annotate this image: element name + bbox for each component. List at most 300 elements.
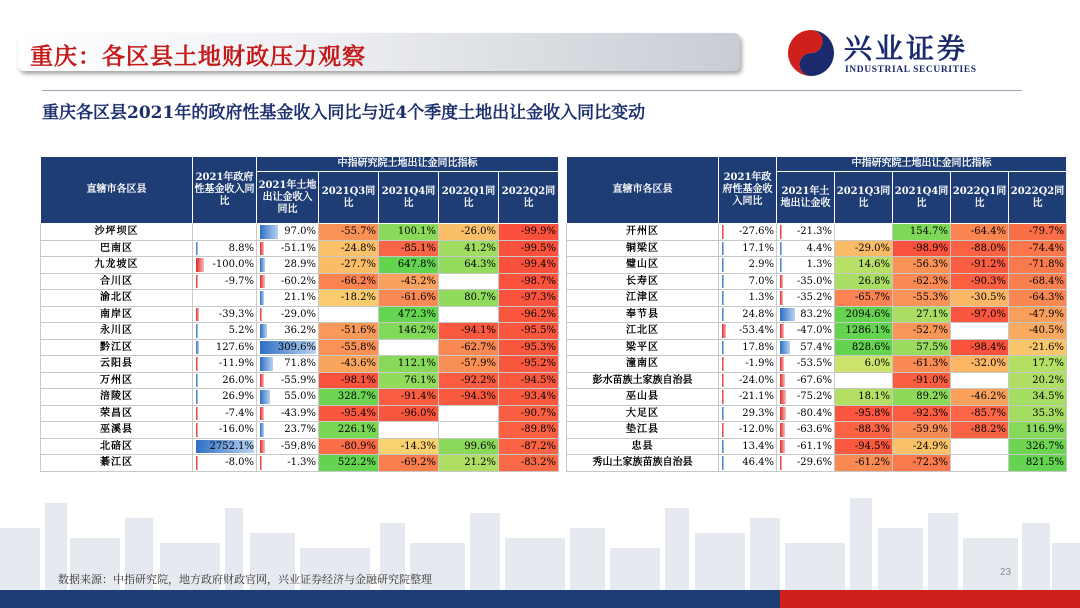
data-bar [196,390,198,404]
quarter-yoy-cell-q2: -79.7% [1009,224,1067,241]
fund-yoy-cell [193,438,257,455]
fund-yoy-cell [719,323,777,340]
district-name: 秀山土家族苗族自治县 [567,455,719,472]
col-header-2022q1: 2022Q1同比 [951,172,1009,224]
fund-yoy-cell [193,257,257,274]
value-text: -9.7% [225,275,254,287]
quarter-yoy-cell-q2: -93.4% [499,389,559,406]
land-2021-cell [777,273,835,290]
data-bar [260,225,278,239]
data-bar [722,456,724,470]
value-text: 5.2% [228,325,254,337]
quarter-yoy-cell-q2: 35.3% [1009,405,1067,422]
value-text: 127.6% [215,341,254,353]
title-banner [18,33,740,71]
data-bar [722,423,724,437]
fund-yoy-cell [719,389,777,406]
value-text: 2.9% [748,259,774,271]
district-name: 长寿区 [567,273,719,290]
data-bar [260,456,262,470]
data-bar [722,291,724,305]
data-bar [780,390,786,404]
quarter-yoy-cell-q1: 80.7% [439,290,499,307]
land-2021-cell [777,438,835,455]
data-bar [196,423,198,437]
land-2021-cell [257,323,319,340]
data-bar [260,308,262,322]
district-name: 江津区 [567,290,719,307]
col-header-land-2021: 2021年土地出让金收入同比 [257,172,319,224]
quarter-yoy-cell-q2: -40.5% [1009,323,1067,340]
fund-yoy-cell [719,438,777,455]
data-bar [780,357,784,371]
value-text: 1.3% [748,292,774,304]
district-name: 垫江县 [567,422,719,439]
quarter-yoy-cell-q1: 41.2% [439,240,499,257]
quarter-yoy-cell-q4: 472.3% [379,306,439,323]
table-row [567,224,1067,241]
quarter-yoy-cell-q2: -99.9% [499,224,559,241]
logo-english-name: INDUSTRIAL SECURITIES [845,65,977,75]
quarter-yoy-cell-q1: -64.4% [951,224,1009,241]
land-2021-cell [257,405,319,422]
table-row [567,290,1067,307]
data-bar [780,258,782,272]
quarter-yoy-cell-q4: -96.0% [379,405,439,422]
quarter-yoy-cell-q2: -21.6% [1009,339,1067,356]
data-bar [196,308,199,322]
quarter-yoy-cell-q4: -69.2% [379,455,439,472]
data-bar [722,374,724,388]
land-2021-cell [777,257,835,274]
district-name: 涪陵区 [41,389,193,406]
data-bar [780,324,784,338]
land-2021-cell [777,323,835,340]
value-text: 17.1% [742,242,774,254]
value-text: 23.7% [284,424,316,436]
district-name: 渝北区 [41,290,193,307]
district-name: 江北区 [567,323,719,340]
quarter-yoy-cell-q4: -62.3% [893,273,951,290]
header-divider [42,90,1022,91]
quarter-yoy-cell-q1: -98.4% [951,339,1009,356]
fund-yoy-cell [719,455,777,472]
quarter-yoy-cell-q4: -98.9% [893,240,951,257]
quarter-yoy-cell-q1 [439,422,499,439]
fund-yoy-cell [193,455,257,472]
data-bar [260,440,265,454]
quarter-yoy-cell-q3: -61.2% [835,455,893,472]
land-2021-cell [777,389,835,406]
quarter-yoy-cell-q2: -68.4% [1009,273,1067,290]
fund-yoy-cell [719,240,777,257]
value-text: 24.8% [742,308,774,320]
logo-chinese-name: 兴业证券 [844,32,969,65]
fund-yoy-cell [719,405,777,422]
chart-subtitle: 重庆各区县2021年的政府性基金收入同比与近4个季度土地出让金收入同比变动 [42,103,646,123]
table-row [41,290,559,307]
land-2021-cell [257,455,319,472]
page-number: 23 [1000,567,1012,578]
quarter-yoy-cell-q4: 76.1% [379,372,439,389]
value-text: 71.8% [284,358,316,370]
fund-yoy-cell [719,257,777,274]
district-name: 巫溪县 [41,422,193,439]
data-bar [780,341,790,355]
value-text: -7.4% [225,407,254,419]
col-header-2022q2: 2022Q2同比 [499,172,559,224]
table-row [41,356,559,373]
quarter-yoy-cell-q1: -57.9% [439,356,499,373]
data-bar [780,291,783,305]
land-2021-cell [777,306,835,323]
quarter-yoy-cell-q1: -90.3% [951,273,1009,290]
value-text: -80.4% [796,407,832,419]
col-header-land-2021: 2021年土地出让金收 [777,172,835,224]
quarter-yoy-cell-q2: 821.5% [1009,455,1067,472]
fund-yoy-cell [719,372,777,389]
district-name: 大足区 [567,405,719,422]
data-bar [260,374,264,388]
table-row [41,455,559,472]
value-text: -24.0% [738,374,774,386]
district-name: 北碚区 [41,438,193,455]
value-text: -67.6% [796,374,832,386]
col-header-fund-yoy: 2021年政府性基金收入同比 [719,157,777,224]
table-row [567,306,1067,323]
quarter-yoy-cell-q3: 522.2% [319,455,379,472]
quarter-yoy-cell-q1: 64.3% [439,257,499,274]
data-bar [196,324,198,338]
district-name: 綦江区 [41,455,193,472]
table-row [567,356,1067,373]
table-row [567,339,1067,356]
data-bar [196,407,198,421]
value-text: -11.9% [218,358,254,370]
table-row [41,240,559,257]
quarter-yoy-cell-q3: 226.1% [319,422,379,439]
data-bar [722,440,724,454]
table-row [567,273,1067,290]
land-2021-cell [777,356,835,373]
district-name: 巴南区 [41,240,193,257]
fund-yoy-cell [193,323,257,340]
quarter-yoy-cell-q4: 100.1% [379,224,439,241]
land-2021-cell [777,405,835,422]
quarter-yoy-cell-q2: -89.8% [499,422,559,439]
value-text: 29.3% [742,407,774,419]
data-bar [722,275,724,289]
land-2021-cell [257,257,319,274]
value-text: -29.0% [280,308,316,320]
quarter-yoy-cell-q4: 57.5% [893,339,951,356]
value-text: -35.2% [796,292,832,304]
quarter-yoy-cell-q4: -55.3% [893,290,951,307]
col-header-district: 直辖市各区县 [41,157,193,224]
quarter-yoy-cell-q2: 326.7% [1009,438,1067,455]
data-bar [196,242,198,256]
table-row [567,422,1067,439]
quarter-yoy-cell-q4 [379,339,439,356]
quarter-yoy-cell-q1: -88.2% [951,422,1009,439]
data-bar [722,258,724,272]
quarter-yoy-cell-q3: -65.7% [835,290,893,307]
logo-swirl-icon [786,28,836,78]
data-bar [780,423,785,437]
data-bar [780,407,786,421]
fund-yoy-cell [193,389,257,406]
district-name: 永川区 [41,323,193,340]
value-text: -1.3% [287,457,316,469]
quarter-yoy-cell-q2: -47.9% [1009,306,1067,323]
fund-yoy-cell [193,290,257,307]
table-row [567,257,1067,274]
quarter-yoy-cell-q4: -91.4% [379,389,439,406]
quarter-yoy-cell-q3: -66.2% [319,273,379,290]
data-bar [780,440,785,454]
quarter-yoy-cell-q3: 1286.1% [835,323,893,340]
col-header-2022q2: 2022Q2同比 [1009,172,1067,224]
land-2021-cell [777,455,835,472]
fund-yoy-cell [719,290,777,307]
quarter-yoy-cell-q3: -43.6% [319,356,379,373]
value-text: 21.1% [284,292,316,304]
fund-yoy-cell [193,356,257,373]
quarter-yoy-cell-q2: -99.5% [499,240,559,257]
quarter-yoy-cell-q3: -27.7% [319,257,379,274]
quarter-yoy-cell-q4: -14.3% [379,438,439,455]
quarter-yoy-cell-q3: 328.7% [319,389,379,406]
quarter-yoy-cell-q1 [951,323,1009,340]
quarter-yoy-cell-q1 [439,405,499,422]
quarter-yoy-cell-q3: -98.1% [319,372,379,389]
value-text: -39.3% [218,308,254,320]
quarter-yoy-cell-q2: 116.9% [1009,422,1067,439]
fund-yoy-cell [193,306,257,323]
quarter-yoy-cell-q4 [379,422,439,439]
district-name: 梁平区 [567,339,719,356]
district-name: 沙坪坝区 [41,224,193,241]
quarter-yoy-cell-q2: -98.7% [499,273,559,290]
data-bar [260,407,264,421]
land-2021-cell [777,240,835,257]
table-row [567,389,1067,406]
value-text: 13.4% [742,440,774,452]
value-text: -21.1% [738,391,774,403]
data-bar [260,242,264,256]
quarter-yoy-cell-q3: -95.8% [835,405,893,422]
value-text: -55.9% [280,374,316,386]
fund-yoy-cell [719,273,777,290]
fund-yoy-cell [719,356,777,373]
quarter-yoy-cell-q2: -94.5% [499,372,559,389]
quarter-yoy-cell-q4: -92.3% [893,405,951,422]
district-name: 万州区 [41,372,193,389]
district-name: 巫山县 [567,389,719,406]
quarter-yoy-cell-q4: -91.0% [893,372,951,389]
value-text: -53.5% [796,358,832,370]
district-name: 彭水苗族土家族自治县 [567,372,719,389]
fund-yoy-cell [193,405,257,422]
data-bar [196,275,198,289]
value-text: -53.4% [738,325,774,337]
quarter-yoy-cell-q1: 99.6% [439,438,499,455]
quarter-yoy-cell-q1: -91.2% [951,257,1009,274]
col-header-2021q3: 2021Q3同比 [835,172,893,224]
land-2021-cell [777,339,835,356]
value-text: -27.6% [738,226,774,238]
table-row [41,257,559,274]
value-text: 46.4% [742,457,774,469]
table-row [41,273,559,290]
data-bar [260,275,265,289]
quarter-yoy-cell-q1: -46.2% [951,389,1009,406]
page-title: 重庆：各区县土地财政压力观察 [30,43,366,70]
value-text: 2752.1% [209,440,254,452]
quarter-yoy-cell-q1 [951,455,1009,472]
fund-yoy-cell [193,339,257,356]
land-2021-cell [257,389,319,406]
quarter-yoy-cell-q4: -24.9% [893,438,951,455]
quarter-yoy-cell-q2: -95.2% [499,356,559,373]
quarter-yoy-cell-q2: -71.8% [1009,257,1067,274]
district-name: 合川区 [41,273,193,290]
quarter-yoy-cell-q4: -45.2% [379,273,439,290]
value-text: -60.2% [280,275,316,287]
table-row [41,372,559,389]
land-2021-cell [257,422,319,439]
quarter-yoy-cell-q1: -97.0% [951,306,1009,323]
value-text: -100.0% [212,259,254,271]
quarter-yoy-cell-q2: -95.5% [499,323,559,340]
company-logo [786,26,1076,82]
quarter-yoy-cell-q3: -18.2% [319,290,379,307]
data-bar [196,341,199,355]
quarter-yoy-cell-q1 [439,273,499,290]
district-name: 云阳县 [41,356,193,373]
value-text: -63.6% [796,424,832,436]
quarter-yoy-cell-q2: -74.4% [1009,240,1067,257]
col-group-header: 中指研究院土地出让金同比指标 [257,157,559,172]
fund-yoy-cell [193,240,257,257]
fund-yoy-cell [193,273,257,290]
value-text: -47.0% [796,325,832,337]
quarter-yoy-cell-q3 [835,372,893,389]
land-2021-cell [777,290,835,307]
quarter-yoy-cell-q2: -99.4% [499,257,559,274]
data-bar [260,390,270,404]
data-bar [722,357,724,371]
quarter-yoy-cell-q1: -85.7% [951,405,1009,422]
quarter-yoy-cell-q4: 27.1% [893,306,951,323]
district-name: 荣昌区 [41,405,193,422]
land-2021-cell [257,306,319,323]
value-text: -59.8% [280,440,316,452]
data-bar [722,324,726,338]
value-text: 55.0% [284,391,316,403]
data-bar [722,341,724,355]
table-row [567,438,1067,455]
quarter-yoy-cell-q1: -30.5% [951,290,1009,307]
quarter-yoy-cell-q1 [439,306,499,323]
quarter-yoy-cell-q2: -64.3% [1009,290,1067,307]
col-group-header: 中指研究院土地出让金同比指标 [777,157,1067,172]
fund-yoy-cell [719,339,777,356]
value-text: -16.0% [218,424,254,436]
data-bar [260,324,267,338]
value-text: 7.0% [748,275,774,287]
land-2021-cell [257,356,319,373]
table-row [41,323,559,340]
value-text: 28.9% [284,259,316,271]
data-bar [780,242,782,256]
value-text: 17.8% [742,341,774,353]
land-2021-cell [257,224,319,241]
right-data-table [566,156,1067,472]
table-row [41,306,559,323]
district-name: 璧山区 [567,257,719,274]
quarter-yoy-cell-q3: -94.5% [835,438,893,455]
quarter-yoy-cell-q3: -88.3% [835,422,893,439]
table-row [567,455,1067,472]
district-name: 潼南区 [567,356,719,373]
quarter-yoy-cell-q1: -94.1% [439,323,499,340]
table-row [41,224,559,241]
fund-yoy-cell [193,422,257,439]
land-2021-cell [777,372,835,389]
data-bar [722,242,724,256]
value-text: 1.3% [806,259,832,271]
quarter-yoy-cell-q2: -83.2% [499,455,559,472]
land-2021-cell [257,372,319,389]
district-name: 南岸区 [41,306,193,323]
quarter-yoy-cell-q4: -72.3% [893,455,951,472]
data-bar [780,225,782,239]
data-bar [260,258,265,272]
quarter-yoy-cell-q3: 6.0% [835,356,893,373]
quarter-yoy-cell-q3: -24.8% [319,240,379,257]
table-row [41,389,559,406]
fund-yoy-cell [193,372,257,389]
quarter-yoy-cell-q3: 2094.6% [835,306,893,323]
fund-yoy-cell [719,224,777,241]
data-bar [196,258,204,272]
fund-yoy-cell [193,224,257,241]
value-text: -51.1% [280,242,316,254]
quarter-yoy-cell-q4: -61.3% [893,356,951,373]
data-source-note: 数据来源：中指研究院，地方政府财政官网，兴业证券经济与金融研究院整理 [58,573,432,586]
quarter-yoy-cell-q1: -94.3% [439,389,499,406]
data-bar [780,456,782,470]
quarter-yoy-cell-q4: -56.3% [893,257,951,274]
data-bar [260,291,264,305]
value-text: -75.2% [796,391,832,403]
data-bar [722,308,724,322]
district-name: 忠县 [567,438,719,455]
bottom-color-bar [0,590,1080,608]
quarter-yoy-cell-q2: -87.2% [499,438,559,455]
quarter-yoy-cell-q4: 89.2% [893,389,951,406]
quarter-yoy-cell-q1: -62.7% [439,339,499,356]
data-bar [260,423,264,437]
district-name: 铜梁区 [567,240,719,257]
data-bar [722,390,724,404]
quarter-yoy-cell-q1: -32.0% [951,356,1009,373]
value-text: 8.8% [228,242,254,254]
value-text: 57.4% [800,341,832,353]
fund-yoy-cell [719,422,777,439]
quarter-yoy-cell-q1: -26.0% [439,224,499,241]
